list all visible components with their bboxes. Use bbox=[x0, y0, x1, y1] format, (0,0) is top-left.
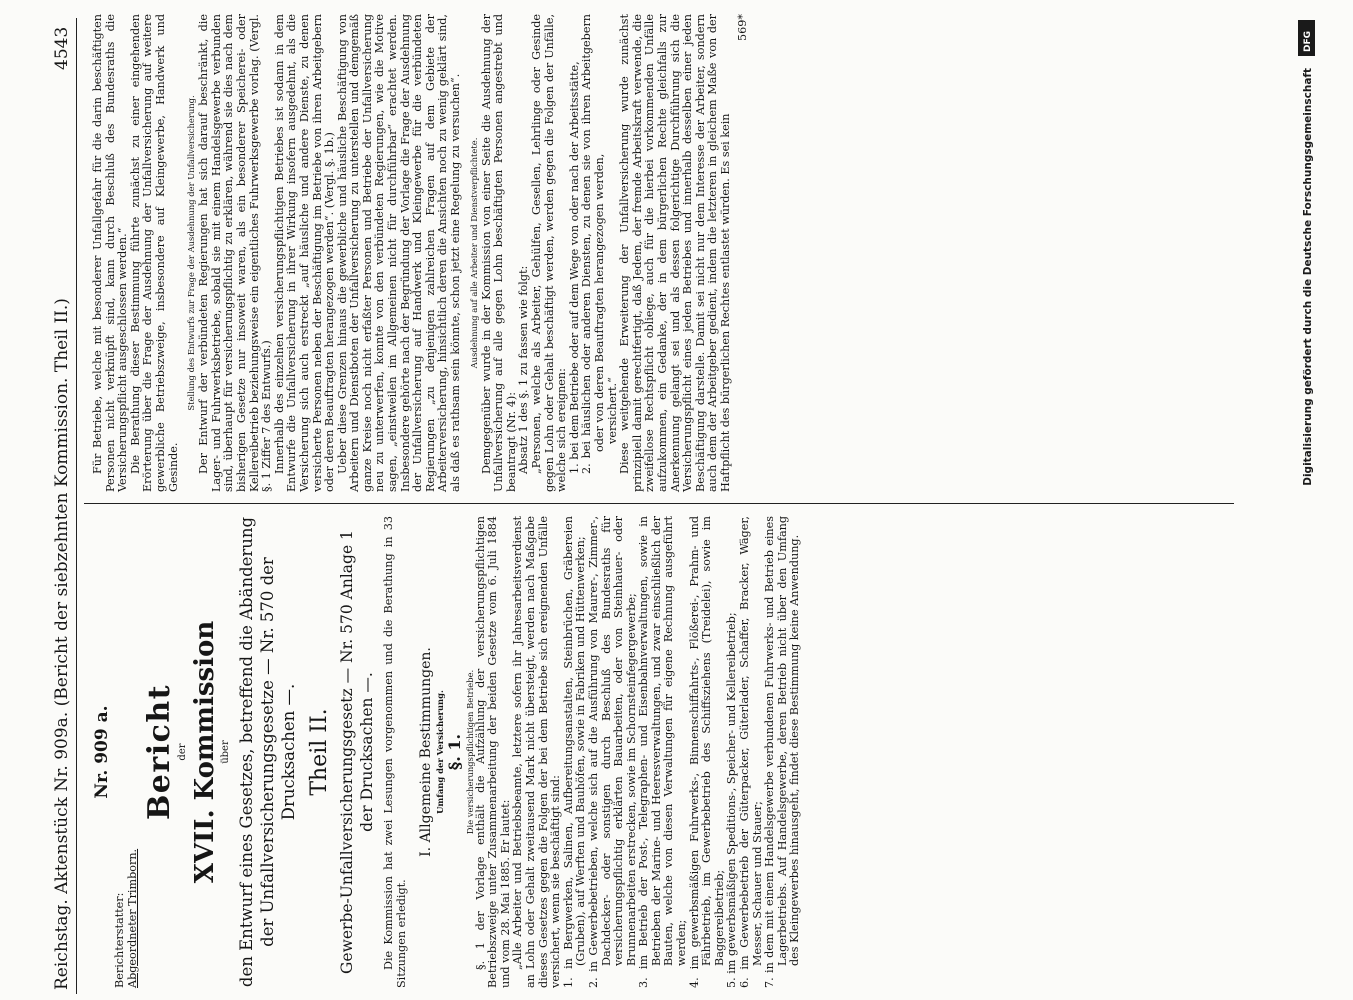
text-paragraph: Absatz 1 des §. 1 zu fassen wie folgt: bbox=[517, 265, 531, 474]
scope-heading: Umfang der Versicherung. bbox=[434, 690, 445, 814]
intro-text: Die Kommission hat zwei Lesungen vorgenommen und die Berathung in 33 Sitzungen erledigt. bbox=[382, 516, 408, 988]
reporter-name: Abgeordneter Trimborn. bbox=[125, 848, 139, 988]
dfg-logo-text: DFG bbox=[1303, 30, 1313, 52]
list-item: 7. in dem mit einem Handelsgewerbe verbundenen Fuhrwerks- und Betrieb eines Lagerbetriebs. Auf Handelsgewerbe, deren Betrieb nicht über den Umfang des Kleingewerbes hinausgeht, findet diese Bestimmung keine Anwendung. bbox=[763, 516, 802, 988]
header-rule bbox=[76, 18, 77, 994]
text-paragraph: „Personen, welche als Arbeiter, Gehülfen, Gesellen, Lehrlinge oder Gesinde gegen Lohn oder Gehalt beschäftigt werden, werden gegen die Folgen der Unfälle, welche sich ereignen: bbox=[530, 14, 569, 492]
item-list bbox=[569, 14, 607, 492]
running-header bbox=[0, 0, 80, 1000]
left-column bbox=[92, 516, 802, 988]
paragraph-1-subheading: Die versicherungspflichtigen Betriebe. bbox=[464, 669, 475, 835]
report-subject: den Entwurf eines Gesetzes, betreffend die Abänderung der Unfallversicherungsgesetze — Nr. 570 der Drucksachen —. bbox=[237, 516, 299, 988]
column-divider bbox=[84, 503, 1234, 504]
list-item: 3. im Betrieb der Post-, Telegraphen- und Eisenbahnverwaltungen, sowie in Betrieben der Marine- und Heeresverwaltungen, und zwar einschließlich der Bauten, welche von diesen Verwaltungen für eigene Rechnung ausgeführt werden; bbox=[637, 516, 689, 988]
credit-text: Digitalisierung gefördert durch die Deutsche Forschungsgemeinschaft bbox=[1302, 68, 1314, 486]
text-paragraph: Die Berathung dieser Bestimmung führte zunächst zu einer eingehenden Erörterung über die Frage der Ausdehnung der Unfallversicherung auf weitere gewerbliche Betriebszweige, insbesondere auf Kleingewerbe, Handwerk und Gesinde. bbox=[128, 14, 180, 492]
list-item: 1. bei dem Betriebe oder auf dem Wege von oder nach der Arbeitsstätte, bbox=[567, 61, 581, 474]
text-paragraph: Innerhalb des einzelnen versicherungspflichtigen Betriebes ist sodann in dem Entwurfe die Unfallversicherung in ihrer Wirkung insofern ausgedehnt, als die Versicherung sich auch erstreckt „auf häusliche und andere Dienste, zu denen versicherte Personen neben der Beschäftigung im Betriebe von ihren Arbeitgebern oder deren Beauftragten herangezogen werden“. (Vergl. §. 1b.) bbox=[272, 14, 337, 492]
list-item: 5. im gewerbsmäßigen Speditions-, Speicher- und Kellereibetrieb; bbox=[725, 612, 739, 988]
paragraph-1-heading: §. 1. bbox=[444, 733, 464, 771]
credit-svg bbox=[1296, 20, 1318, 980]
margin-note: Ausdehnung auf alle Arbeiter und Dienstverpflichtete. bbox=[468, 137, 479, 369]
text-paragraph: Ueber diese Grenzen hinaus die gewerbliche und häusliche Beschäftigung von Arbeitern und Dienstboten der Unfallversicherung zu unterstellen und demgemäß ganze Kreise noch nicht erfaßter Personen und Betriebe der Unfallversicherung neu zu unterwerfen, konnte von den verbündeten Regierungen, wie die Motive sagen, „einstweilen im Allgemeinen nicht für durchführbar“ erachtet werden. Insbesondere gehörte nach der Begründung der Vorlage die Frage der Ausdehnung der Unfallversicherung auf Handwerk und Kleingewerbe für die verbündeten Regierungen „zu denjenigen zahlreichen Fragen auf dem Gebiete der Arbeiterversicherung, hinsichtlich deren die Ansichten noch zu wenig geklärt sind, als daß es rathsam sein könnte, schon jetzt eine Regelung zu versuchen“. bbox=[335, 14, 463, 492]
list-item: 4. im gewerbsmäßigen Fuhrwerks-, Binnenschiffahrts-, Flößerei-, Prahm- und Fährbetrieb, im Gewerbebetrieb des Schiffsziehens (Treidelei), sowie im Baggereibetrieb; bbox=[687, 516, 726, 988]
text-paragraph: Für Betriebe, welche mit besonderer Unfallgefahr für die darin beschäftigten Personen nicht verknüpft sind, kann durch Beschluß des Bundesraths die Versicherungspflicht ausgeschlossen werden.“ bbox=[91, 14, 130, 492]
item-list bbox=[563, 516, 802, 988]
document-number: Nr. 909 a. bbox=[92, 705, 112, 799]
paragraph-1-text: §. 1 der Vorlage enthält die Aufzählung der versicherungspflichtigen Betriebszweige unter Zusammenarbeitung der beiden Gesetze vom 6. Juli 1884 und vom 28. Mai 1885. Er lautet: bbox=[473, 516, 512, 988]
law-title: Gewerbe-Unfallversicherungsgesetz — Nr. 570 Anlage 1 der Drucksachen —. bbox=[338, 530, 377, 974]
report-ueber: über bbox=[219, 740, 231, 764]
list-item: 2. bei häuslichen oder anderen Diensten, zu denen sie von ihren Arbeitgebern oder von deren Beauftragten herangezogen werden, bbox=[580, 14, 606, 474]
reporter-label: Berichterstatter: bbox=[113, 892, 126, 988]
text-paragraph: Diese weitgehende Erweiterung der Unfallversicherung wurde zunächst prinzipiell damit gerechtfertigt, daß Jedem, der fremde Arbeitskraft verwende, die zweifellose Rechtspflicht obliege, auch für die hierbei vorkommenden Unfälle aufzukommen, ein Gedanke, der in dem bürgerlichen Rechte gleichfalls zur Anerkennung gelangt sei und als dessen folgerichtige Durchführung sich die Versicherungspflicht eines jeden Betriebes und innerhalb desselben einer jeden Beschäftigung darstelle. Damit sei nicht nur dem Interesse der Arbeiter, sondern auch dem der Arbeitgeber gedient, indem die letzteren in gleichem Maße von der Haftpflicht des bürgerlichen Rechtes entlastet würden. Es sei kein bbox=[618, 14, 732, 492]
list-item: 2. in Gewerbebetrieben, welche sich auf die Ausführung von Maurer-, Zimmer-, Dachdecker- oder sonstigen durch Beschluß des Bundesraths für versicherungspflichtig erklärten Bauarbeiten, oder von Steinhauer- oder Brunnenarbeiten erstrecken, sowie im Schornsteinfegergewerbe; bbox=[586, 516, 638, 988]
margin-note: Stellung des Entwurfs zur Frage der Ausdehnung der Unfallversicherung. bbox=[186, 95, 197, 411]
signature-mark: 569* bbox=[735, 14, 749, 41]
list-item: 1. in Bergwerken, Salinen, Aufbereitungsanstalten, Steinbrüchen, Gräbereien (Gruben), auf Werften und Bauhöfen, sowie in Fabriken und Hüttenwerken; bbox=[561, 516, 588, 988]
text-paragraph: versichert.“ bbox=[605, 377, 619, 444]
text-paragraph: Demgegenüber wurde in der Kommission von einer Seite die Ausdehnung der Unfallversicherung auf alle gegen Lohn beschäftigten Personen angestrebt und beantragt (Nr. 4): bbox=[479, 14, 518, 492]
list-item: 6. im Gewerbebetrieb der Güterpacker, Güterlader, Schaffer, Bracker, Wäger, Messer, Schauer und Stauer; bbox=[738, 516, 764, 988]
digitization-credit bbox=[1296, 20, 1318, 980]
quote-text: „Alle Arbeiter und Betriebsbeamte, letztere sofern ihr Jahresarbeitsverdienst an Lohn oder Gehalt zweitausend Mark nicht übersteigt, werden nach Maßgabe dieses Gesetzes gegen die Folgen der bei dem Betriebe sich ereignenden Unfälle versichert, wenn sie beschäftigt sind: bbox=[511, 516, 563, 988]
report-title: Bericht bbox=[142, 683, 178, 821]
report-der: der bbox=[177, 743, 189, 761]
part-title: Theil II. bbox=[307, 708, 333, 796]
header-title: Reichstag. Aktenstück Nr. 909a. (Bericht der siebzehnten Kommission. Theil II.) bbox=[52, 298, 72, 990]
section-heading: I. Allgemeine Bestimmungen. bbox=[417, 647, 434, 857]
text-paragraph: Der Entwurf der verbündeten Regierungen hat sich darauf beschränkt, die Lager- und Fuhrwerksbetriebe, sobald sie mit einem Handelsgewerbe verbunden sind, überhaupt für versicherungspflichtig zu erklären, während sie dies nach dem bisherigen Gesetze nur insoweit waren, als ein besonderer Speicherei- oder Kellereibetrieb beziehungsweise ein eigentliches Fuhrwerksgewerbe vorlag. (Vergl. §. 1 Ziffer 7 des Entwurfs.) bbox=[197, 14, 274, 492]
right-column bbox=[92, 14, 749, 492]
commission-title: XVII. Kommission bbox=[189, 620, 220, 884]
page-number: 4543 bbox=[52, 26, 72, 70]
